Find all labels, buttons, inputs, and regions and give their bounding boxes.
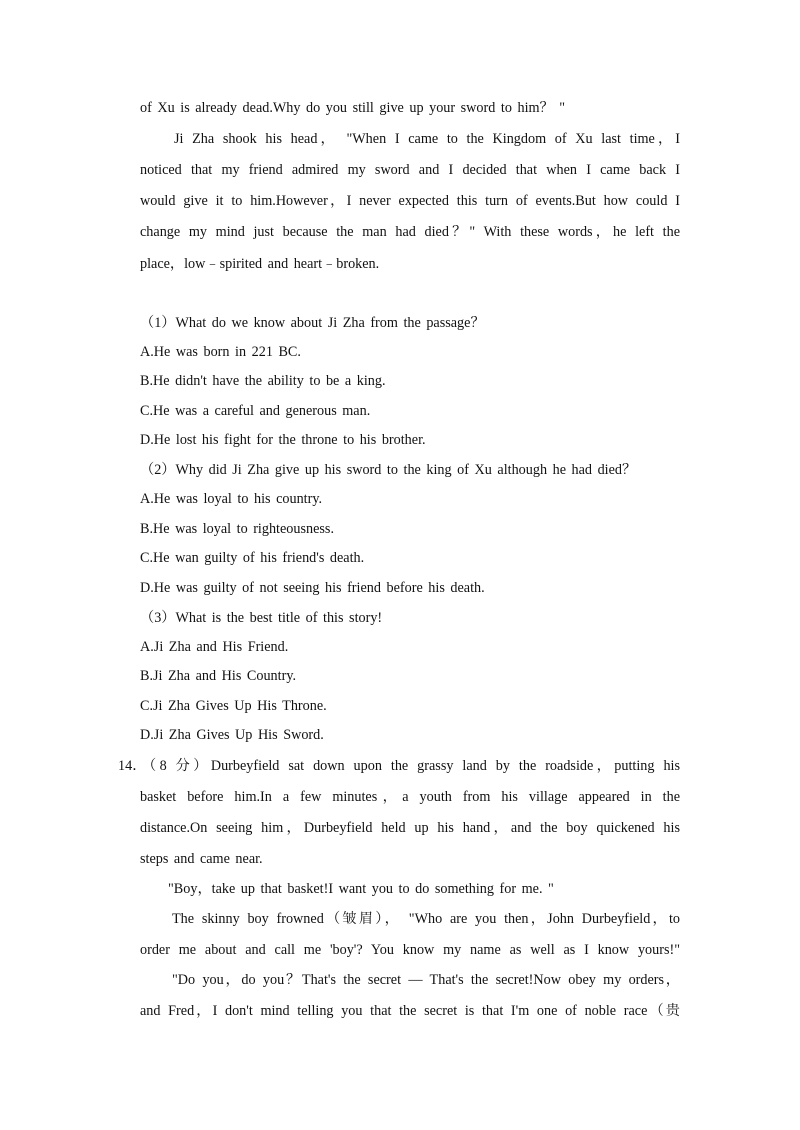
answer-option: D.Ji Zha Gives Up His Sword. — [140, 727, 324, 743]
question-stem: （2）Why did Ji Zha give up his sword to the king of Xu although he had died？ — [140, 462, 637, 478]
dialogue-line: "Boy，take up that basket!I want you to do something for me. " — [168, 881, 554, 897]
question-stem: （3）What is the best title of this story! — [140, 610, 383, 626]
answer-option: B.He was loyal to righteousness. — [140, 521, 334, 537]
answer-option: A.Ji Zha and His Friend. — [140, 639, 289, 655]
answer-option: B.Ji Zha and His Country. — [140, 668, 297, 684]
answer-option: D.He lost his fight for the throne to his brother. — [140, 432, 426, 448]
dialogue-line: order me about and call me 'boy'? You know my name as well as I know yours!" — [140, 942, 680, 958]
answer-option: A.He was loyal to his country. — [140, 491, 323, 507]
passage-line: of Xu is already dead.Why do you still give up your sword to him？ " — [140, 100, 566, 116]
q14-line: basket before him.In a few minutes，a youth from his village appeared in the — [140, 789, 680, 805]
q14-line: steps and came near. — [140, 851, 263, 867]
answer-option: D.He was guilty of not seeing his friend before his death. — [140, 580, 485, 596]
passage-line: would give it to him.However，I never expected this turn of events.But how could I — [140, 193, 680, 209]
answer-option: A.He was born in 221 BC. — [140, 344, 301, 360]
answer-option: C.Ji Zha Gives Up His Throne. — [140, 698, 327, 714]
dialogue-line: and Fred，I don't mind telling you that the secret is that I'm one of noble race（贵 — [140, 1003, 680, 1019]
answer-option: C.He was a careful and generous man. — [140, 403, 371, 419]
passage-line: Ji Zha shook his head， "When I came to the Kingdom of Xu last time，I — [174, 131, 680, 147]
passage-line: noticed that my friend admired my sword and I decided that when I came back I — [140, 162, 680, 178]
q14-line: （8 分）Durbeyfield sat down upon the grassy land by the roadside，putting his — [142, 758, 680, 774]
question-number: 14． — [118, 758, 147, 774]
q14-line: distance.On seeing him，Durbeyfield held up his hand，and the boy quickened his — [140, 820, 680, 836]
dialogue-line: The skinny boy frowned（皱眉）， "Who are you then，John Durbeyfield，to — [172, 911, 680, 927]
question-stem: （1）What do we know about Ji Zha from the passage？ — [140, 315, 485, 331]
passage-line: place，low﹣spirited and heart﹣broken. — [140, 256, 380, 272]
answer-option: C.He wan guilty of his friend's death. — [140, 550, 365, 566]
answer-option: B.He didn't have the ability to be a king. — [140, 373, 386, 389]
passage-line: change my mind just because the man had died？" With these words，he left the — [140, 224, 680, 240]
dialogue-line: "Do you，do you？That's the secret — That's the secret!Now obey my orders， — [172, 972, 680, 988]
